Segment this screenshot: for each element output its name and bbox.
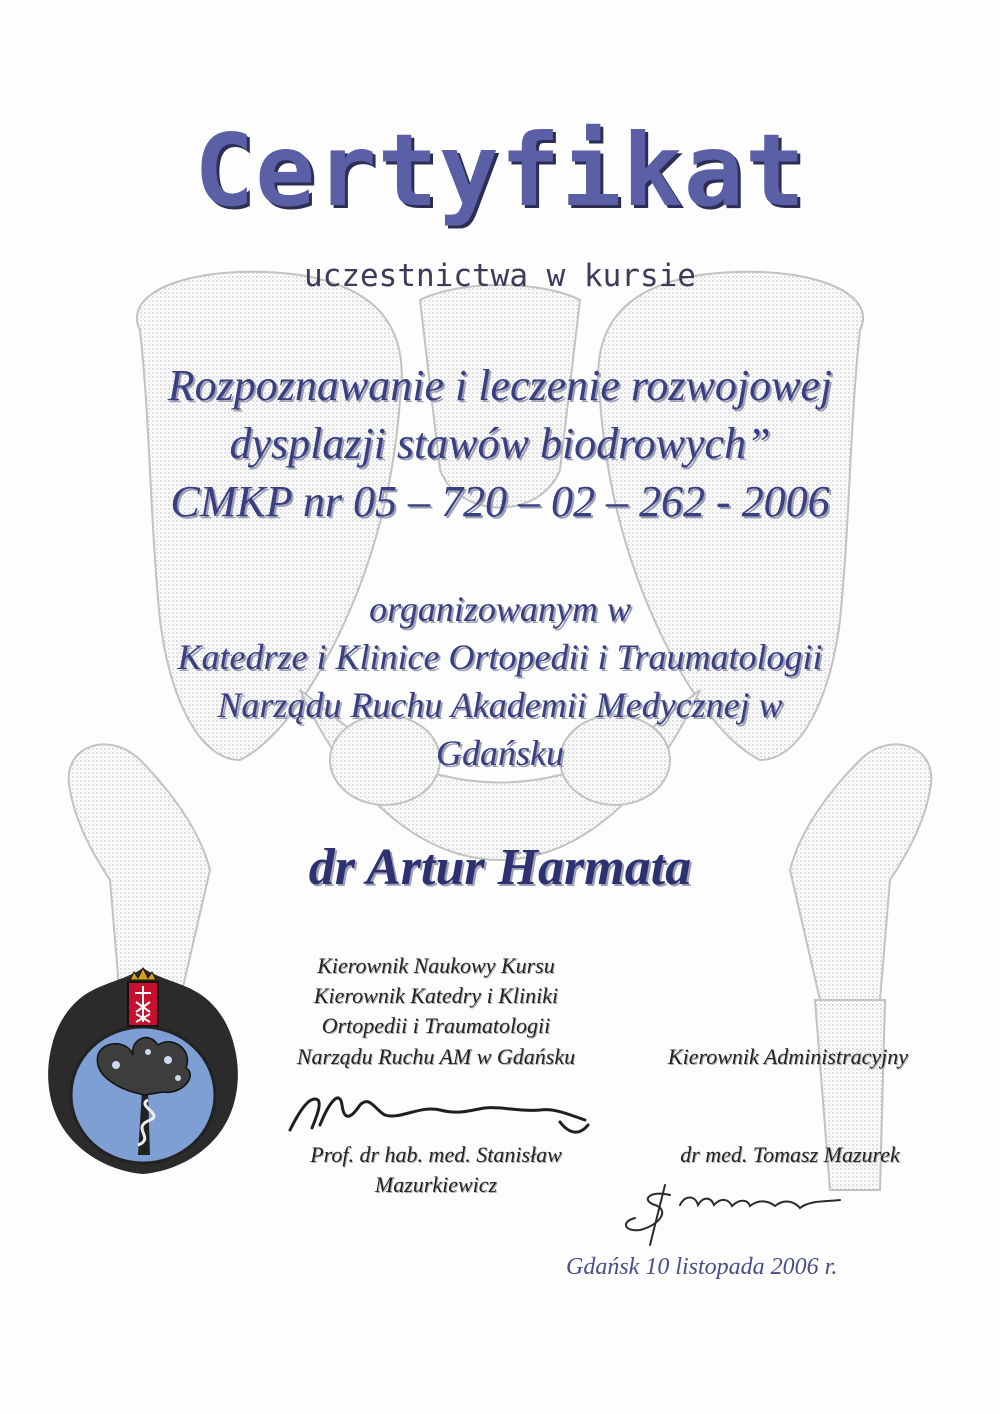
date-line: Gdańsk 10 listopada 2006 r.	[566, 1254, 838, 1280]
organizer-line-2: Narządu Ruchu Akademii Medycznej w	[217, 685, 783, 725]
certificate-title: Certyfikat	[193, 112, 807, 229]
organizer-line-3: Gdańsku	[436, 733, 564, 773]
left-name-line-2: Mazurkiewicz	[374, 1172, 498, 1197]
organized-label: organizowanym w	[369, 589, 631, 629]
course-title-line-2: dysplazji stawów biodrowych”	[229, 419, 771, 468]
left-role-line-1: Kierownik Naukowy Kursu	[317, 953, 555, 978]
recipient-name: dr Artur Harmata	[308, 839, 692, 896]
left-role-line-4: Narządu Ruchu AM w Gdańsku	[296, 1044, 576, 1069]
coat-of-arms-seal-icon	[38, 960, 248, 1180]
right-role: Kierownik Administracyjny	[667, 1044, 909, 1069]
certificate-subtitle: uczestnictwa w kursie	[304, 258, 696, 294]
right-signature-icon	[610, 1170, 870, 1250]
right-name: dr med. Tomasz Mazurek	[680, 1142, 900, 1167]
organizer-line-1: Katedrze i Klinice Ortopedii i Traumatologii	[177, 637, 823, 677]
course-number: CMKP nr 05 – 720 – 02 – 262 - 2006	[170, 477, 830, 526]
left-role-line-3: Ortopedii i Traumatologii	[321, 1013, 551, 1038]
left-name-line-1: Prof. dr hab. med. Stanisław	[310, 1142, 562, 1167]
left-signature-icon	[270, 1080, 600, 1150]
left-role-line-2: Kierownik Katedry i Kliniki	[313, 983, 559, 1008]
course-title-line-1: Rozpoznawanie i leczenie rozwojowej	[167, 361, 833, 410]
